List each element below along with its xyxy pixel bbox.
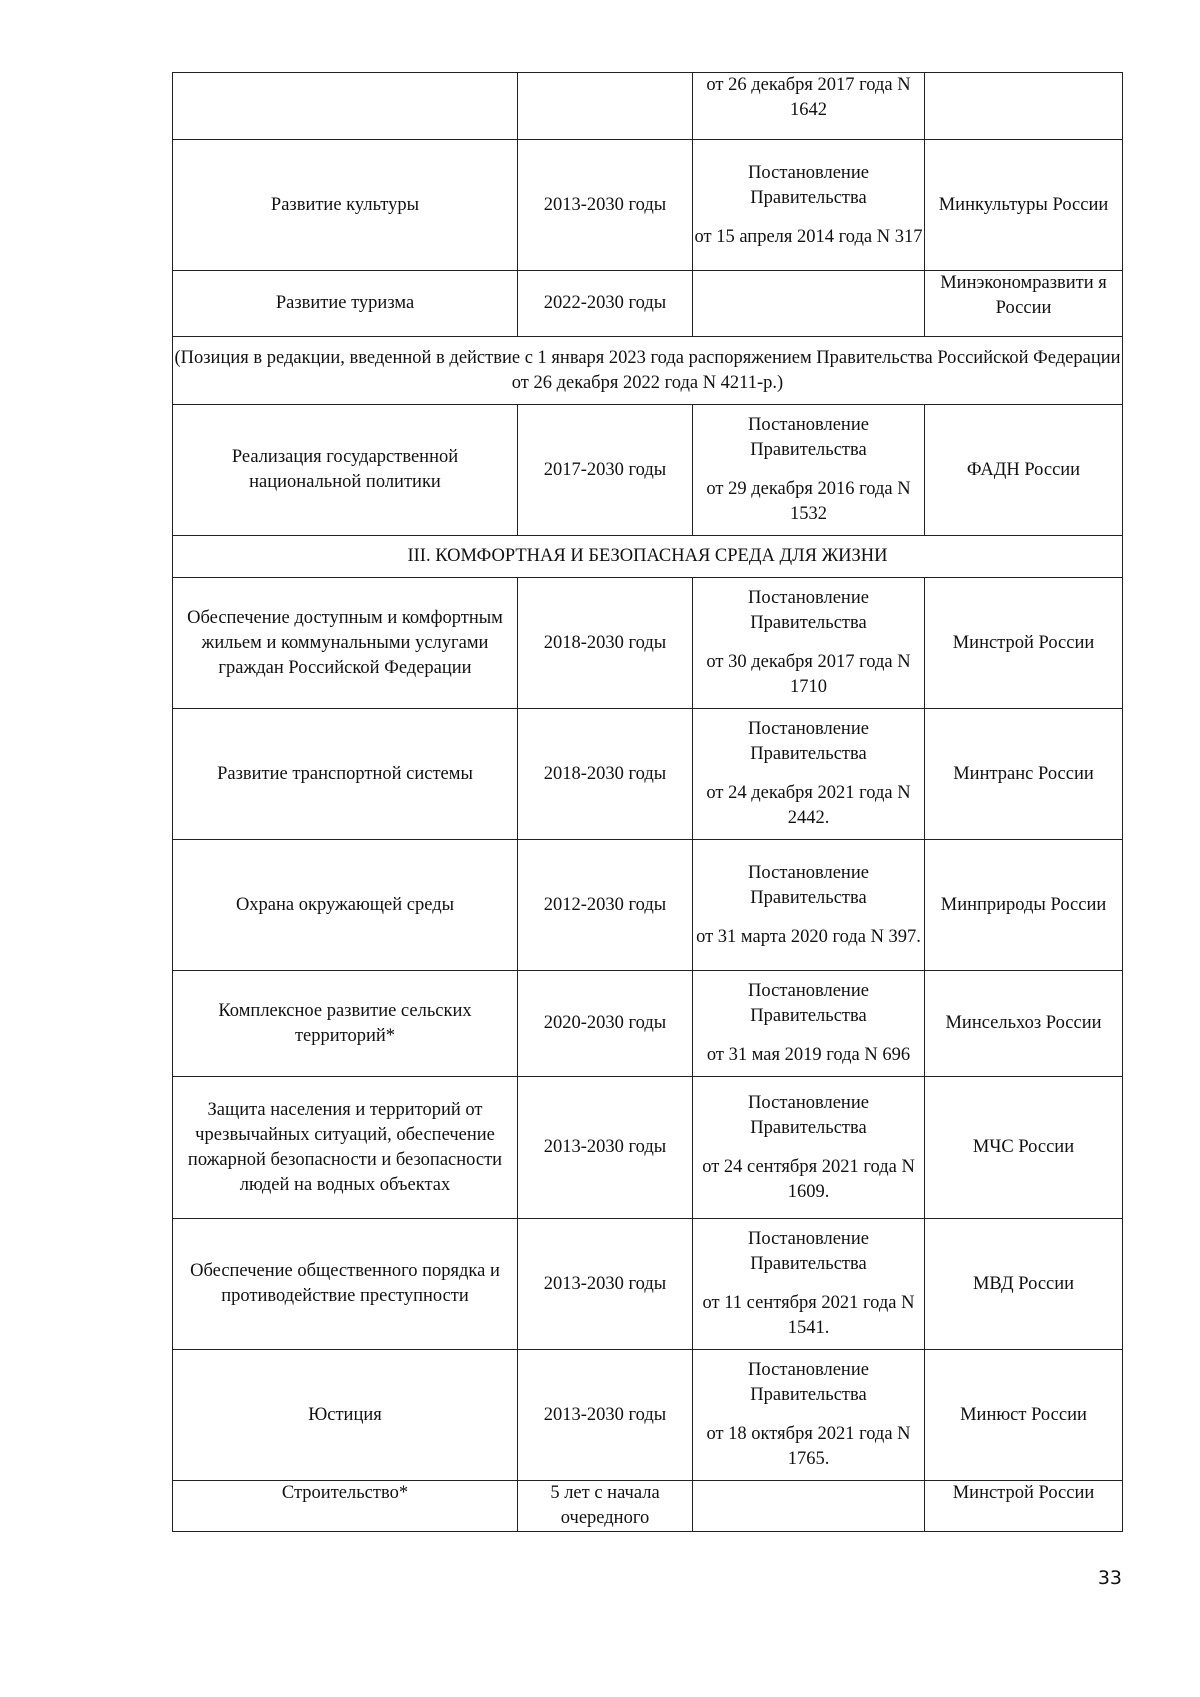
act-detail: от 18 октября 2021 года N 1765. bbox=[706, 1424, 911, 1469]
act-title: Постановление Правительства bbox=[748, 588, 869, 633]
agency-cell: Минстрой России bbox=[925, 578, 1123, 709]
table-row bbox=[173, 536, 1123, 578]
act-title: Постановление Правительства bbox=[748, 862, 869, 908]
section-heading: III. КОМФОРТНАЯ И БЕЗОПАСНАЯ СРЕДА ДЛЯ ЖИЗНИ bbox=[173, 536, 1123, 578]
table-row bbox=[173, 971, 1123, 1077]
act-title: Постановление Правительства bbox=[748, 1092, 869, 1138]
act-detail: от 11 сентября 2021 года N 1541. bbox=[702, 1293, 915, 1338]
table-row bbox=[173, 405, 1123, 536]
program-name-cell: Юстиция bbox=[173, 1350, 518, 1481]
agency-cell: Минстрой России bbox=[925, 1481, 1123, 1532]
table-row bbox=[173, 1481, 1123, 1532]
act-detail: от 24 сентября 2021 года N 1609. bbox=[702, 1156, 915, 1202]
table-row bbox=[173, 840, 1123, 971]
act-title: Постановление Правительства bbox=[748, 719, 869, 764]
act-detail: от 26 декабря 2017 года N 1642 bbox=[706, 75, 911, 120]
period-cell: 2020-2030 годы bbox=[518, 971, 693, 1077]
table-row bbox=[173, 271, 1123, 337]
act-cell bbox=[693, 578, 925, 709]
table-row bbox=[173, 1077, 1123, 1219]
act-cell bbox=[693, 140, 925, 271]
act-cell bbox=[693, 271, 925, 337]
programs-table bbox=[172, 72, 1123, 1532]
page-number: 33 bbox=[1097, 1567, 1122, 1589]
act-detail: от 30 декабря 2017 года N 1710 bbox=[706, 652, 911, 697]
act-cell bbox=[693, 971, 925, 1077]
table-row bbox=[173, 1219, 1123, 1350]
table-row bbox=[173, 1350, 1123, 1481]
act-cell bbox=[693, 405, 925, 536]
agency-cell bbox=[925, 73, 1123, 140]
agency-cell: ФАДН России bbox=[925, 405, 1123, 536]
act-cell bbox=[693, 1350, 925, 1481]
agency-cell: Минсельхоз России bbox=[925, 971, 1123, 1077]
program-name-cell: Обеспечение доступным и комфортным жильем и коммунальными услугами граждан Российской Федерации bbox=[173, 578, 518, 709]
act-cell bbox=[693, 1481, 925, 1532]
period-cell: 2017-2030 годы bbox=[518, 405, 693, 536]
program-name-cell: Обеспечение общественного порядка и противодействие преступности bbox=[173, 1219, 518, 1350]
act-title: Постановление Правительства bbox=[748, 162, 869, 208]
act-title: Постановление Правительства bbox=[748, 1229, 869, 1274]
program-name-cell: Защита населения и территорий от чрезвычайных ситуаций, обеспечение пожарной безопасности и безопасности людей на водных объектах bbox=[173, 1077, 518, 1219]
act-detail: от 29 декабря 2016 года N 1532 bbox=[706, 479, 911, 524]
period-cell: 2013-2030 годы bbox=[518, 140, 693, 271]
act-detail: от 31 марта 2020 года N 397. bbox=[696, 926, 921, 947]
act-cell bbox=[693, 1077, 925, 1219]
agency-cell: Минюст России bbox=[925, 1350, 1123, 1481]
program-name-cell: Комплексное развитие сельских территорий* bbox=[173, 971, 518, 1077]
act-cell bbox=[693, 73, 925, 140]
agency-cell: МЧС России bbox=[925, 1077, 1123, 1219]
agency-cell: МВД России bbox=[925, 1219, 1123, 1350]
period-cell: 2018-2030 годы bbox=[518, 578, 693, 709]
period-cell: 2013-2030 годы bbox=[518, 1350, 693, 1481]
period-cell: 2013-2030 годы bbox=[518, 1077, 693, 1219]
period-cell: 2018-2030 годы bbox=[518, 709, 693, 840]
agency-cell: Минэкономразвити я России bbox=[925, 271, 1123, 337]
program-name-cell: Развитие транспортной системы bbox=[173, 709, 518, 840]
program-name-cell: Развитие культуры bbox=[173, 140, 518, 271]
table-row bbox=[173, 578, 1123, 709]
program-name-cell: Реализация государственной национальной политики bbox=[173, 405, 518, 536]
agency-cell: Минприроды России bbox=[925, 840, 1123, 971]
period-cell: 5 лет с начала очередного bbox=[518, 1481, 693, 1532]
table-row bbox=[173, 337, 1123, 405]
agency-cell: Минкультуры России bbox=[925, 140, 1123, 271]
period-cell bbox=[518, 73, 693, 140]
program-name-cell: Строительство* bbox=[173, 1481, 518, 1532]
revision-note: (Позиция в редакции, введенной в действие с 1 января 2023 года распоряжением Правительства Российской Федерации от 26 декабря 2022 года N 4211-р.) bbox=[173, 337, 1123, 405]
act-title: Постановление Правительства bbox=[748, 415, 869, 460]
period-cell: 2022-2030 годы bbox=[518, 271, 693, 337]
act-detail: от 31 мая 2019 года N 696 bbox=[706, 1045, 911, 1065]
act-cell bbox=[693, 840, 925, 971]
act-cell bbox=[693, 1219, 925, 1350]
act-title: Постановление Правительства bbox=[748, 981, 869, 1026]
program-name-cell bbox=[173, 73, 518, 140]
program-name-cell: Развитие туризма bbox=[173, 271, 518, 337]
table-row bbox=[173, 709, 1123, 840]
program-name-cell: Охрана окружающей среды bbox=[173, 840, 518, 971]
table-row bbox=[173, 140, 1123, 271]
table-row bbox=[173, 73, 1123, 140]
act-title: Постановление Правительства bbox=[748, 1360, 869, 1405]
period-cell: 2012-2030 годы bbox=[518, 840, 693, 971]
act-detail: от 15 апреля 2014 года N 317 bbox=[694, 226, 923, 247]
agency-cell: Минтранс России bbox=[925, 709, 1123, 840]
period-cell: 2013-2030 годы bbox=[518, 1219, 693, 1350]
act-detail: от 24 декабря 2021 года N 2442. bbox=[706, 783, 911, 828]
act-cell bbox=[693, 709, 925, 840]
